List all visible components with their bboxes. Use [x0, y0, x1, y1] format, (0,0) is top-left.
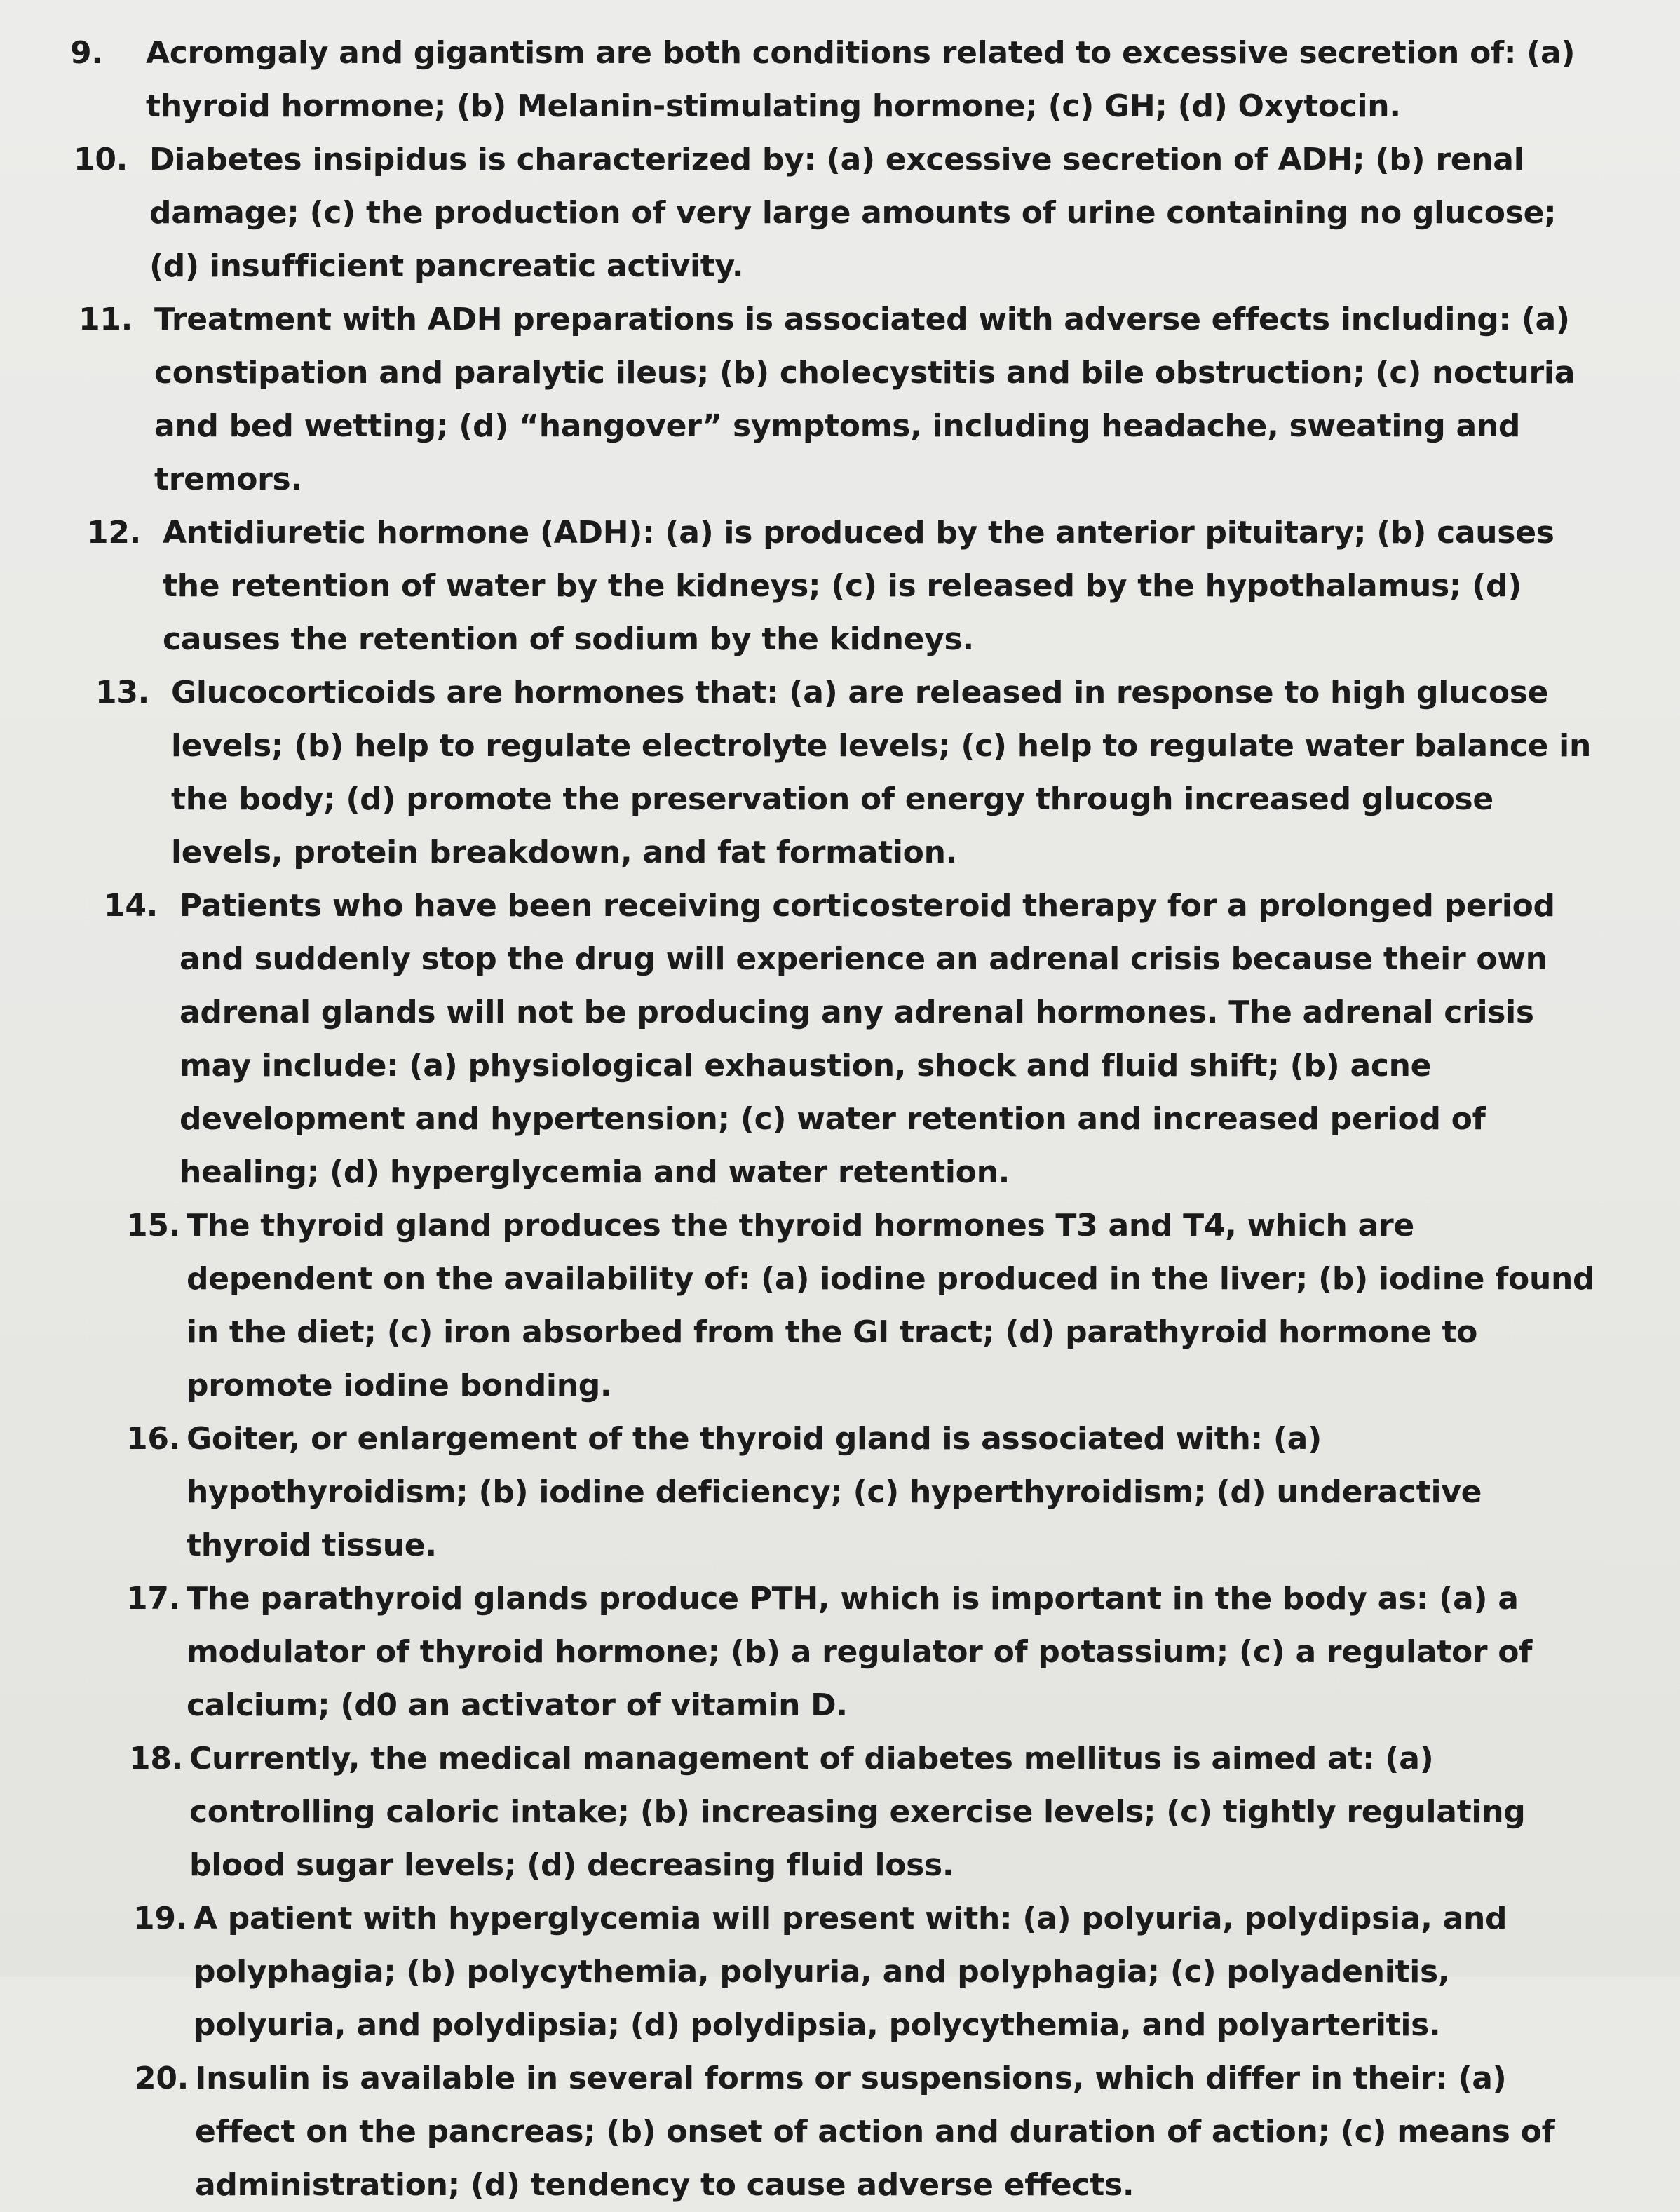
question-number: 17. — [126, 1581, 181, 1617]
question-text: Currently, the medical management of diabetes mellitus is aimed at: (a) controlling caloric intake; (b) increasing exercise levels; (c) tightly regulating blood sugar levels; (d) decreasing fluid loss. — [189, 1741, 1526, 1883]
question-10 — [74, 133, 1596, 293]
question-13 — [95, 666, 1596, 879]
question-9 — [70, 27, 1596, 133]
question-number: 13. — [95, 675, 150, 710]
question-14 — [104, 879, 1596, 1199]
question-17 — [126, 1572, 1596, 1732]
question-19 — [133, 1892, 1596, 2052]
question-20 — [135, 2052, 1596, 2212]
question-16 — [126, 1412, 1596, 1572]
question-text: A patient with hyperglycemia will present with: (a) polyuria, polydipsia, and polyphagia; (b) polycythemia, polyuria, and polyphagia; (c) polyadenitis, polyuria, and polydipsia; (d) polydipsia, polycythemia, and polyarteritis. — [194, 1901, 1508, 2043]
question-number: 14. — [104, 888, 158, 924]
question-text: Diabetes insipidus is characterized by: (a) excessive secretion of ADH; (b) renal damage; (c) the production of very large amounts of urine containing no glucose; (d) insufficient pancreatic activity. — [149, 142, 1557, 284]
question-18 — [129, 1732, 1596, 1892]
question-text: Insulin is available in several forms or suspensions, which differ in their: (a) effect on the pancreas; (b) onset of action and duration of action; (c) means of administration; (d) tendency to cause adverse effects. — [195, 2061, 1555, 2203]
question-number: 18. — [129, 1741, 184, 1776]
question-text: The parathyroid glands produce PTH, which is important in the body as: (a) a modulator of thyroid hormone; (b) a regulator of potassium; (c) a regulator of calcium; (d0 an activator of vitamin D. — [187, 1581, 1533, 1723]
question-number: 16. — [126, 1421, 181, 1457]
question-number: 19. — [133, 1901, 188, 1936]
question-number: 15. — [126, 1208, 181, 1243]
question-number: 20. — [135, 2061, 189, 2096]
question-number: 10. — [74, 142, 128, 177]
question-number: 12. — [87, 515, 142, 551]
question-number: 9. — [70, 35, 103, 71]
question-text: Patients who have been receiving corticosteroid therapy for a prolonged period and suddenly stop the drug will experience an adrenal crisis because their own adrenal glands will not be producing any adrenal hormones. The adrenal crisis may include: (a) physiological exhaustion, shock and fluid shift; (b) acne development and hypertension; (c) water retention and increased period of healing; (d) hyperglycemia and water retention. — [179, 888, 1555, 1190]
question-text: Glucocorticoids are hormones that: (a) are released in response to high glucose levels; (b) help to regulate electrolyte levels; (c) help to regulate water balance in the body; (d) promote the preservation of energy through increased glucose levels, protein breakdown, and fat formation. — [171, 675, 1591, 870]
question-text: Treatment with ADH preparations is associated with adverse effects including: (a) constipation and paralytic ileus; (b) cholecystitis and bile obstruction; (c) nocturia and bed wetting; (d) “hangover” symptoms, including headache, sweating and tremors. — [154, 302, 1576, 497]
question-text: Goiter, or enlargement of the thyroid gland is associated with: (a) hypothyroidism; (b) iodine deficiency; (c) hyperthyroidism; (d) underactive thyroid tissue. — [187, 1421, 1482, 1563]
question-number: 11. — [79, 302, 133, 337]
question-text: The thyroid gland produces the thyroid hormones T3 and T4, which are dependent on the availability of: (a) iodine produced in the liver; (b) iodine found in the diet; (c) iron absorbed from the GI tract; (d) parathyroid hormone to promote iodine bonding. — [187, 1208, 1595, 1403]
question-text: Acromgaly and gigantism are both conditions related to excessive secretion of: (a) thyroid hormone; (b) Melanin-stimulating hormone; (c) GH; (d) Oxytocin. — [146, 35, 1576, 124]
question-15 — [126, 1199, 1596, 1412]
question-12 — [87, 506, 1596, 666]
question-text: Antidiuretic hormone (ADH): (a) is produced by the anterior pituitary; (b) causes the retention of water by the kidneys; (c) is released by the hypothalamus; (d) causes the retention of sodium by the kidneys. — [163, 515, 1554, 657]
question-11 — [79, 293, 1596, 506]
